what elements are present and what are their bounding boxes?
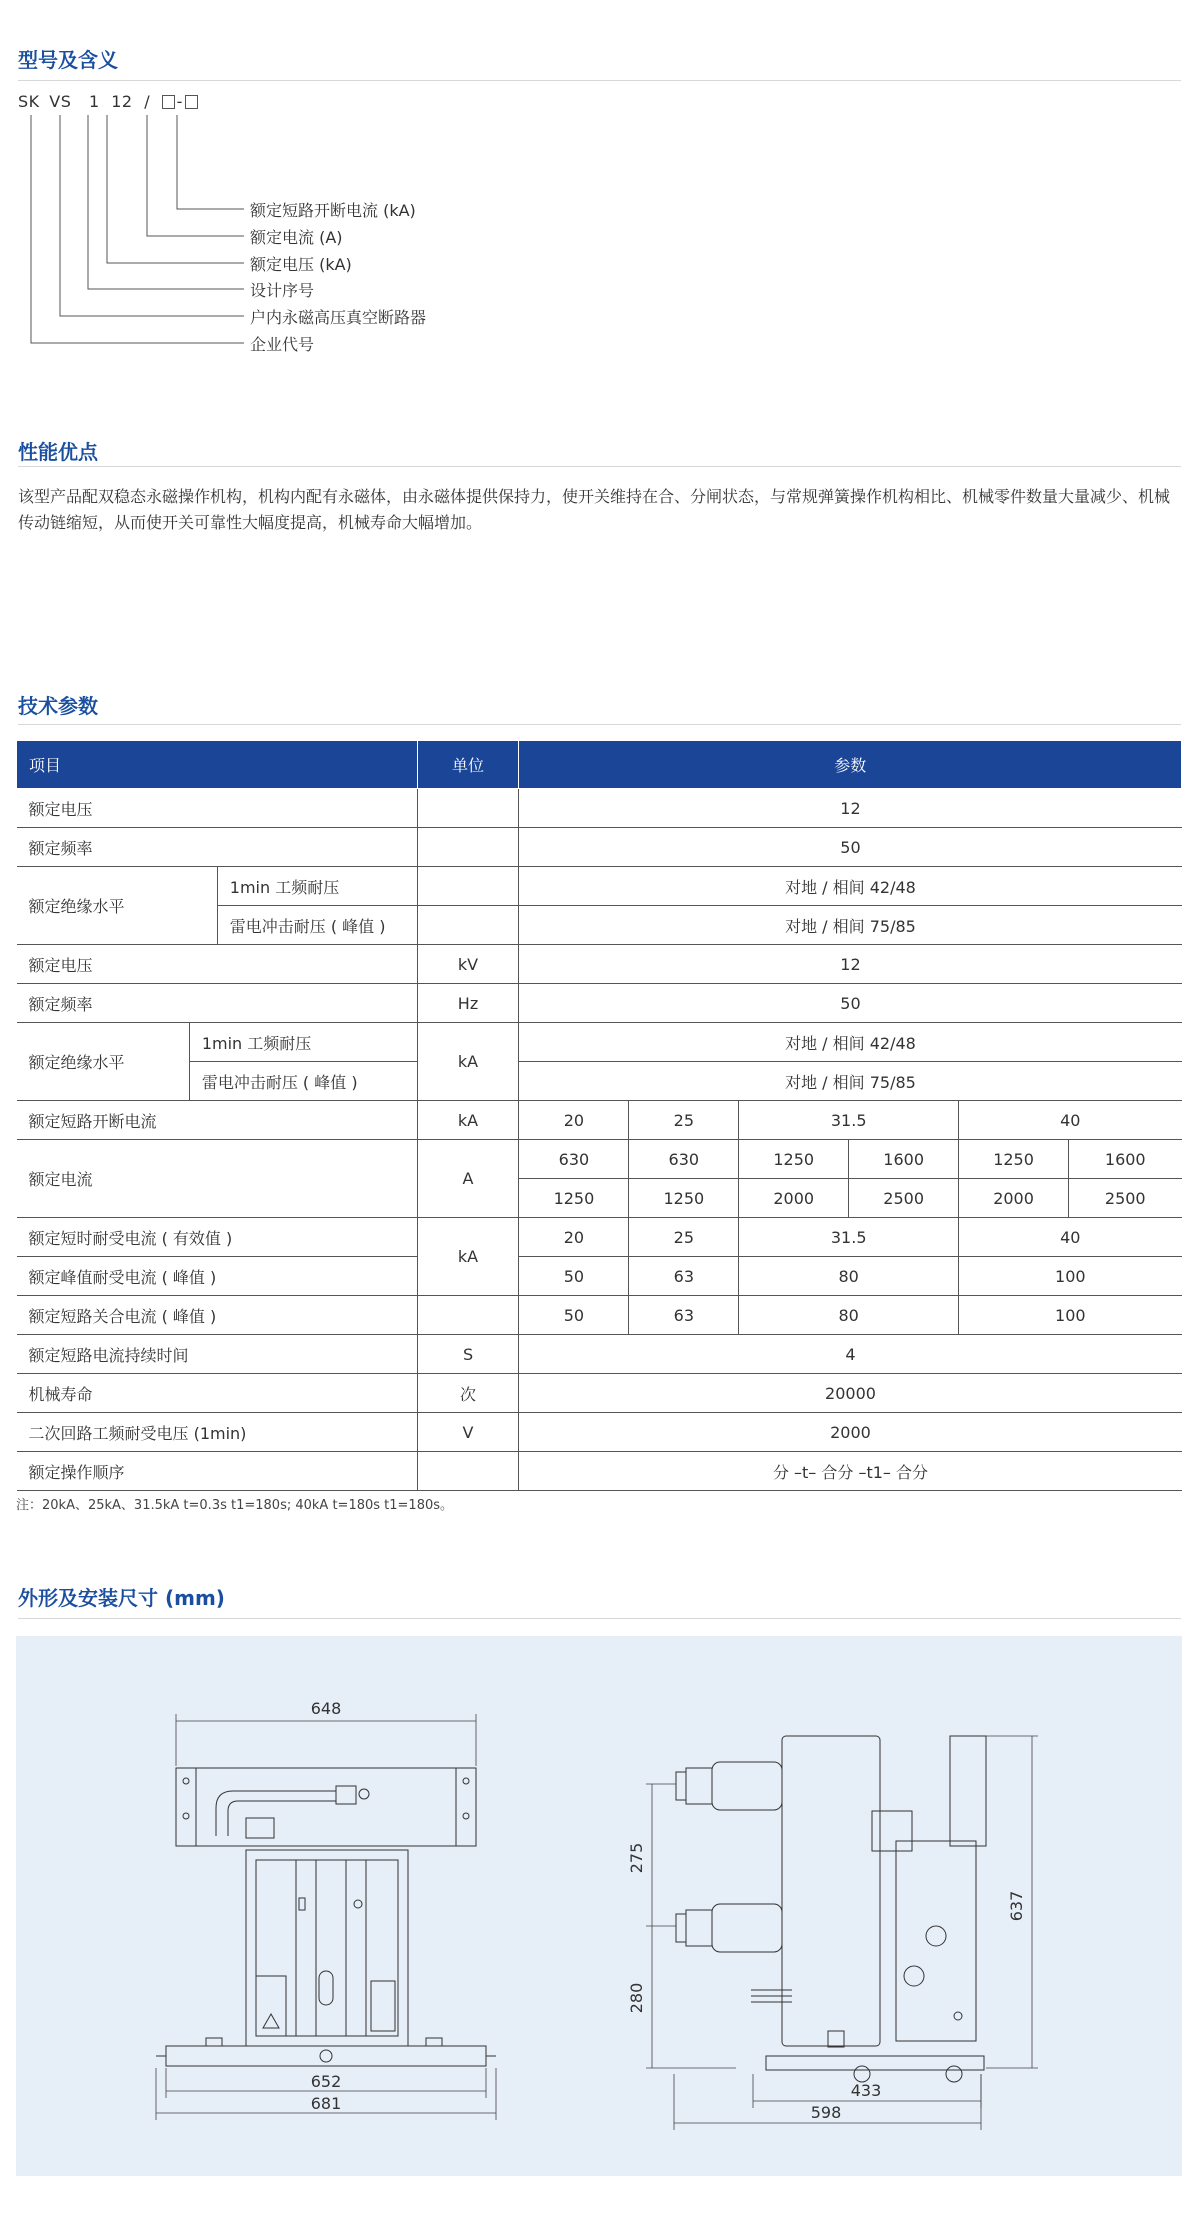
model-code-leader-lines (0, 110, 260, 370)
table-cell: 20000 (519, 1374, 1182, 1413)
table-cell: 额定电流 (17, 1140, 418, 1218)
section-title-outline: 外形及安装尺寸 (mm) (18, 1586, 225, 1610)
table-row (17, 1101, 1182, 1140)
dim-label-648: 648 (310, 1699, 342, 1718)
table-cell (417, 867, 519, 906)
table-row (17, 1140, 1182, 1179)
divider (18, 724, 1181, 725)
table-cell: 630 (519, 1140, 629, 1179)
model-code (18, 92, 198, 111)
table-cell: 额定电压 (17, 789, 418, 828)
performance-text: 该型产品配双稳态永磁操作机构，机构内配有永磁体，由永磁体提供保持力，使开关维持在合、分闸状态，与常规弹簧操作机构相比、机械零件数量大量减少、机械传动链缩短，从而使开关可靠性大幅度提高，机械寿命大幅增加。 (18, 487, 1171, 532)
table-cell: 31.5 (739, 1218, 959, 1257)
table-cell: 额定短路关合电流 ( 峰值 ) (17, 1296, 418, 1335)
table-cell: kV (417, 945, 519, 984)
table-cell: 630 (629, 1140, 739, 1179)
table-cell: 对地 / 相间 42/48 (519, 1023, 1182, 1062)
table-cell (417, 906, 519, 945)
placeholder-box-icon (162, 95, 175, 109)
table-cell: 80 (739, 1257, 959, 1296)
table-cell: 2000 (739, 1179, 849, 1218)
table-cell: 2000 (959, 1179, 1069, 1218)
table-row (17, 1374, 1182, 1413)
table-cell: V (417, 1413, 519, 1452)
table-row (17, 1023, 1182, 1062)
table-cell: 12 (519, 789, 1182, 828)
section-title-model: 型号及含义 (18, 48, 118, 72)
table-cell: 1250 (519, 1179, 629, 1218)
model-code-part: / (144, 92, 151, 111)
table-cell: 额定峰值耐受电流 ( 峰值 ) (17, 1257, 418, 1296)
table-cell: 分 –t– 合分 –t1– 合分 (519, 1452, 1182, 1491)
table-cell: 额定操作顺序 (17, 1452, 418, 1491)
table-cell: 额定频率 (17, 984, 418, 1023)
table-cell: 50 (519, 828, 1182, 867)
header-params: 参数 (519, 741, 1182, 789)
table-row (17, 1257, 1182, 1296)
model-code-part: 1 (88, 92, 100, 111)
table-cell: kA (417, 1101, 519, 1140)
side-view-drawing (676, 1736, 986, 2082)
divider (18, 466, 1181, 467)
table-cell: 50 (519, 1257, 629, 1296)
table-cell: 1600 (849, 1140, 959, 1179)
model-legend-item: 户内永磁高压真空断路器 (250, 308, 427, 327)
table-cell: 63 (629, 1296, 739, 1335)
table-cell: 1250 (959, 1140, 1069, 1179)
table-cell: 二次回路工频耐受电压 (1min) (17, 1413, 418, 1452)
table-row (17, 1062, 1182, 1101)
table-row (17, 1335, 1182, 1374)
table-cell: 1min 工频耐压 (189, 1023, 417, 1062)
table-cell: 2500 (1069, 1179, 1182, 1218)
table-cell: S (417, 1335, 519, 1374)
table-cell: 40 (959, 1218, 1182, 1257)
tech-params-table (16, 740, 1182, 1491)
table-cell: 额定绝缘水平 (17, 867, 218, 945)
table-cell: 对地 / 相间 42/48 (519, 867, 1182, 906)
table-cell: 对地 / 相间 75/85 (519, 1062, 1182, 1101)
dim-label-652: 652 (310, 2072, 342, 2091)
table-row (17, 789, 1182, 828)
table-cell: 额定频率 (17, 828, 418, 867)
table-cell: 次 (417, 1374, 519, 1413)
divider (18, 80, 1181, 81)
table-cell: 100 (959, 1296, 1182, 1335)
table-cell: 1600 (1069, 1140, 1182, 1179)
front-view-drawing (156, 1768, 496, 2066)
model-code-part: 12 (111, 92, 133, 111)
table-cell: 80 (739, 1296, 959, 1335)
table-cell (417, 1452, 519, 1491)
table-cell: 50 (519, 1296, 629, 1335)
dim-label-637: 637 (1007, 1890, 1026, 1922)
divider (18, 1618, 1181, 1619)
table-cell: 对地 / 相间 75/85 (519, 906, 1182, 945)
table-cell: 2000 (519, 1413, 1182, 1452)
table-cell: 雷电冲击耐压 ( 峰值 ) (217, 906, 417, 945)
table-row (17, 828, 1182, 867)
model-legend-item: 额定短路开断电流 (kA) (250, 201, 416, 220)
table-cell (417, 789, 519, 828)
table-cell: 1250 (739, 1140, 849, 1179)
table-cell: 额定短路电流持续时间 (17, 1335, 418, 1374)
table-cell: Hz (417, 984, 519, 1023)
model-legend-item: 设计序号 (250, 281, 315, 300)
outline-drawing-area (16, 1636, 1182, 2176)
table-row (17, 1413, 1182, 1452)
table-cell: 63 (629, 1257, 739, 1296)
table-cell: 40 (959, 1101, 1182, 1140)
table-cell: 额定绝缘水平 (17, 1023, 190, 1101)
header-item: 项目 (17, 741, 418, 789)
table-cell: 机械寿命 (17, 1374, 418, 1413)
placeholder-box-icon (185, 95, 198, 109)
table-cell: 25 (629, 1101, 739, 1140)
table-row (17, 945, 1182, 984)
table-note: 注：20kA、25kA、31.5kA t=0.3s t1=180s; 40kA t=180s t1=180s。 (16, 1498, 454, 1513)
front-view-dimensions (156, 1714, 496, 2120)
table-cell: kA (417, 1218, 519, 1296)
table-cell: 1min 工频耐压 (217, 867, 417, 906)
table-row (17, 1218, 1182, 1257)
model-code-part: - (176, 92, 183, 111)
table-cell (417, 1296, 519, 1335)
table-cell: 额定短路开断电流 (17, 1101, 418, 1140)
table-row (17, 984, 1182, 1023)
model-legend-item: 企业代号 (250, 335, 315, 354)
dim-label-681: 681 (310, 2094, 342, 2113)
table-cell: 100 (959, 1257, 1182, 1296)
dim-label-598: 598 (810, 2103, 842, 2122)
table-cell: 31.5 (739, 1101, 959, 1140)
header-unit: 单位 (417, 741, 519, 789)
model-legend-item: 额定电流 (A) (250, 228, 343, 247)
table-cell: 20 (519, 1218, 629, 1257)
dim-label-275: 275 (627, 1842, 646, 1874)
table-cell: 25 (629, 1218, 739, 1257)
table-cell: 2500 (849, 1179, 959, 1218)
model-code-part: SK (18, 92, 40, 111)
table-row (17, 1296, 1182, 1335)
table-cell: 额定短时耐受电流 ( 有效值 ) (17, 1218, 418, 1257)
dim-label-433: 433 (850, 2081, 882, 2100)
table-cell: 雷电冲击耐压 ( 峰值 ) (189, 1062, 417, 1101)
table-cell: 12 (519, 945, 1182, 984)
section-title-tech: 技术参数 (18, 694, 98, 718)
table-cell: 20 (519, 1101, 629, 1140)
side-view-dimensions (646, 1736, 1038, 2130)
table-cell: A (417, 1140, 519, 1218)
table-cell: 1250 (629, 1179, 739, 1218)
table-cell: kA (417, 1023, 519, 1101)
table-cell: 额定电压 (17, 945, 418, 984)
table-cell (417, 828, 519, 867)
table-row (17, 1452, 1182, 1491)
dim-label-280: 280 (627, 1982, 646, 2014)
model-code-part: VS (49, 92, 72, 111)
model-legend-item: 额定电压 (kA) (250, 255, 352, 274)
section-title-performance: 性能优点 (18, 440, 98, 464)
table-header-row (17, 741, 1182, 789)
table-row (17, 867, 1182, 906)
table-cell: 4 (519, 1335, 1182, 1374)
table-cell: 50 (519, 984, 1182, 1023)
